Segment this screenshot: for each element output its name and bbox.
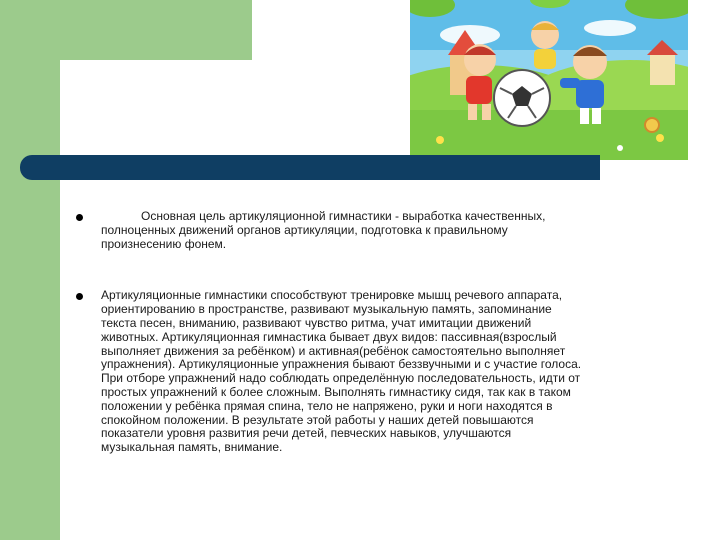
green-left-band bbox=[0, 0, 60, 540]
soccer-scene-image bbox=[410, 0, 688, 160]
kids-playing-soccer-illustration bbox=[410, 0, 688, 160]
rounded-corner bbox=[60, 60, 140, 140]
bullet-list bbox=[76, 210, 676, 493]
title-divider-bar bbox=[20, 155, 600, 180]
bullet-icon bbox=[76, 214, 83, 221]
bullet-icon bbox=[76, 293, 83, 300]
bullet-text-description: Артикуляционные гимнастики способствуют тренировке мышц речевого аппарата, ориентированию в пространстве, развивают музыкальную память, запоминание текста песен, вниманию, развивают чувство ритма, учат имитации движений животных. Артикуляционная гимнастика бывает двух видов: пассивная(взрослый выполняет движения за ребёнком) и активная(ребёнок самостоятельно выполняет упражнения). Артикуляционные упражнения бывают беззвучными и с участие голоса. При отборе упражнений надо соблюдать определённую последовательность, идти от простых упражнений к более сложным. Выполнять гимнастику сидя, так как в таком положении у ребёнка прямая спина, тело не напряжено, руки и ноги находятся в спокойном положении. В результате этой работы у наших детей повышаются показатели уровня развития речи детей, певческих навыков, улучшаются музыкальная память, внимание. bbox=[101, 288, 582, 455]
list-item bbox=[76, 289, 676, 455]
list-item bbox=[76, 210, 676, 251]
bullet-text-goal: Основная цель артикуляционной гимнастики - выработка качественных, полноценных движений органов артикуляции, подготовка к правильному произнесению фонем. bbox=[101, 209, 546, 251]
